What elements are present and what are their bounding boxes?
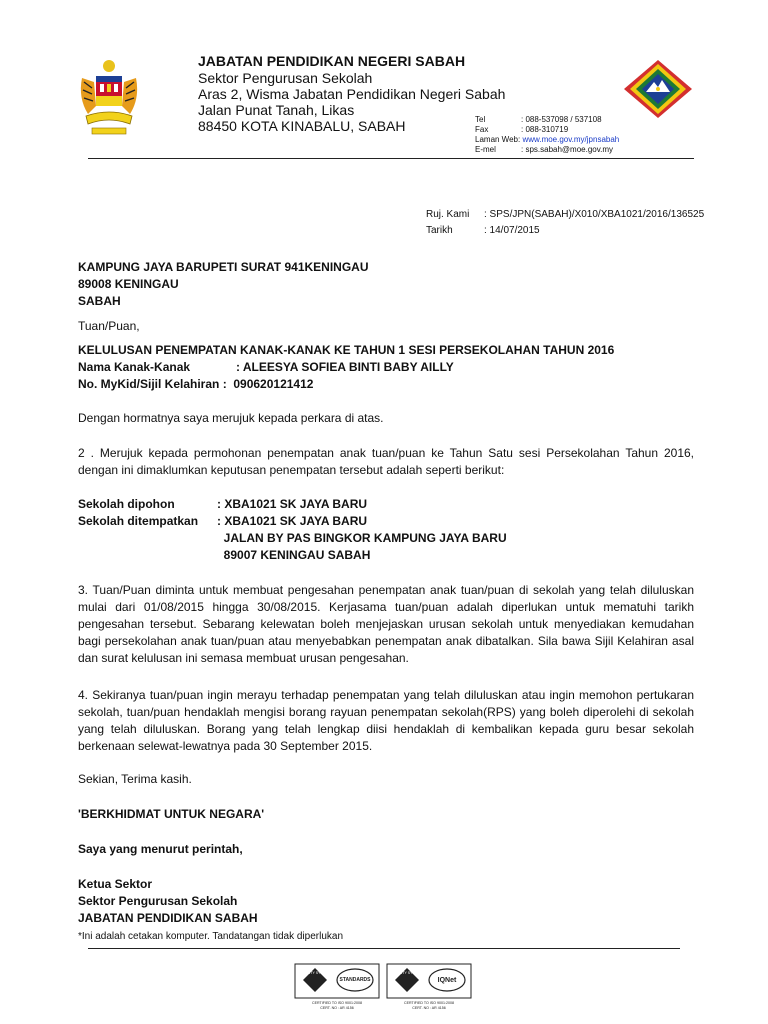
department-title: JABATAN PENDIDIKAN NEGERI SABAH — [198, 53, 466, 69]
school-applied: : XBA1021 SK JAYA BARU — [217, 497, 368, 511]
contact-tel: Tel : 088-537098 / 537108 — [475, 115, 602, 124]
paragraph-3: 3. Tuan/Puan diminta untuk membuat pengesahan penempatan anak tuan/puan di sekolah yang telah diluluskan mulai dari 01/08/2015 hingga 30/08/2015. Kerjasama tuan/puan adalah diperlukan untuk mematuhi tarikh pengesahan tersebut. Sebarang kelewatan boleh menjejaskan urusan sekolah untuk menyediakan kemudahan bagi persekolahan anak tuan/puan atau menyebabkan penempatan anak dibatalkan. Sila bawa Sijil Kelahiran asal dan surat kelulusan ini semasa membuat urusan pengesahan. — [78, 583, 694, 665]
subject-line: KELULUSAN PENEMPATAN KANAK-KANAK KE TAHUN 1 SESI PERSEKOLAHAN TAHUN 2016 — [78, 343, 615, 357]
cert-number-2: CERT. NO : AR 4156 — [412, 1006, 446, 1010]
computer-print-note: *Ini adalah cetakan komputer. Tandatangan tidak diperlukan — [78, 931, 344, 942]
header-address-line-1: Aras 2, Wisma Jabatan Pendidikan Negeri Sabah — [198, 86, 506, 102]
header-address-line-2: Jalan Punat Tanah, Likas — [198, 102, 355, 118]
signoff: Saya yang menurut perintah, — [78, 842, 243, 856]
cert-number-1: CERT. NO : AR 4156 — [320, 1006, 354, 1010]
letter-date: Tarikh : 14/07/2015 — [426, 225, 540, 236]
iso-certification-badges — [293, 962, 473, 1012]
cert-text-1: CERTIFIED TO ISO 9001:2008 — [312, 1001, 362, 1005]
motto: 'BERKHIDMAT UNTUK NEGARA' — [78, 807, 265, 821]
contact-website: Laman Web: www.moe.gov.my/jpnsabah — [475, 135, 620, 144]
header-sector-line: Sektor Pengurusan Sekolah — [198, 70, 373, 86]
jpn-sabah-logo — [622, 58, 694, 120]
badge-quality-system-2: QUALITY SYSTEM — [391, 971, 423, 975]
recipient-address: KAMPUNG JAYA BARUPETI SURAT 941KENINGAU 89008 KENINGAU SABAH — [78, 260, 369, 308]
school-placed: : XBA1021 SK JAYA BARU — [217, 514, 368, 528]
header-divider — [88, 158, 694, 159]
subject-block: KELULUSAN PENEMPATAN KANAK-KANAK KE TAHUN 1 SESI PERSEKOLAHAN TAHUN 2016 Nama Kanak-Kanak : ALEESYA SOFIEA BINTI BABY AILLY No. MyKid/Sijil Kelahiran : 090620121412 — [78, 342, 694, 393]
paragraph-4: 4. Sekiranya tuan/puan ingin merayu terhadap penempatan yang telah diluluskan atau ingin memohon pertukaran sekolah, tuan/puan hendaklah mengisi borang rayuan penempatan sekolah(RPS) yang boleh diperolehi di sekolah yang telah diluluskan. Borang yang telah lengkap diisi hendaklah di kembalikan kepada guru besar sekolah berkenaan selewat-lewatnya pada 30 September 2015. — [78, 688, 694, 753]
footer-divider — [88, 948, 680, 949]
child-name: : ALEESYA SOFIEA BINTI BABY AILLY — [236, 360, 454, 374]
paragraph-2: 2 . Merujuk kepada permohonan penempatan anak tuan/puan ke Tahun Satu sesi Persekolahan Tahun 2016, dengan ini dimaklumkan keputusan penempatan tersebut adalah seperti berikut: — [78, 446, 694, 477]
salutation: Tuan/Puan, — [78, 319, 140, 333]
cert-text-2: CERTIFIED TO ISO 9001:2008 — [404, 1001, 454, 1005]
signature-block: Ketua Sektor Sektor Pengurusan Sekolah JABATAN PENDIDIKAN SABAH — [78, 877, 258, 925]
badge-quality-system-1: QUALITY SYSTEM — [299, 971, 331, 975]
website-link[interactable]: www.moe.gov.my/jpnsabah — [522, 135, 620, 144]
intro-paragraph: Dengan hormatnya saya merujuk kepada perkara di atas. — [78, 411, 384, 425]
badge-standards: STANDARDS — [339, 977, 371, 983]
header-address-line-3: 88450 KOTA KINABALU, SABAH — [198, 118, 406, 134]
badge-iqnet: IQNet — [437, 977, 457, 984]
contact-fax: Fax : 088-310719 — [475, 125, 569, 134]
school-placement: Sekolah dipohon : XBA1021 SK JAYA BARU Sekolah ditempatkan : XBA1021 SK JAYA BARU JALAN BY PAS BINGKOR KAMPUNG JAYA BARU 89007 KENINGAU SABAH — [78, 497, 507, 562]
mykid-number: 090620121412 — [233, 377, 314, 391]
contact-email: E-mel : sps.sabah@moe.gov.my — [475, 145, 614, 154]
reference-number: Ruj. Kami : SPS/JPN(SABAH)/X010/XBA1021/2016/136525 — [426, 209, 705, 220]
closing: Sekian, Terima kasih. — [78, 772, 192, 786]
malaysia-coat-of-arms-logo — [78, 58, 140, 140]
